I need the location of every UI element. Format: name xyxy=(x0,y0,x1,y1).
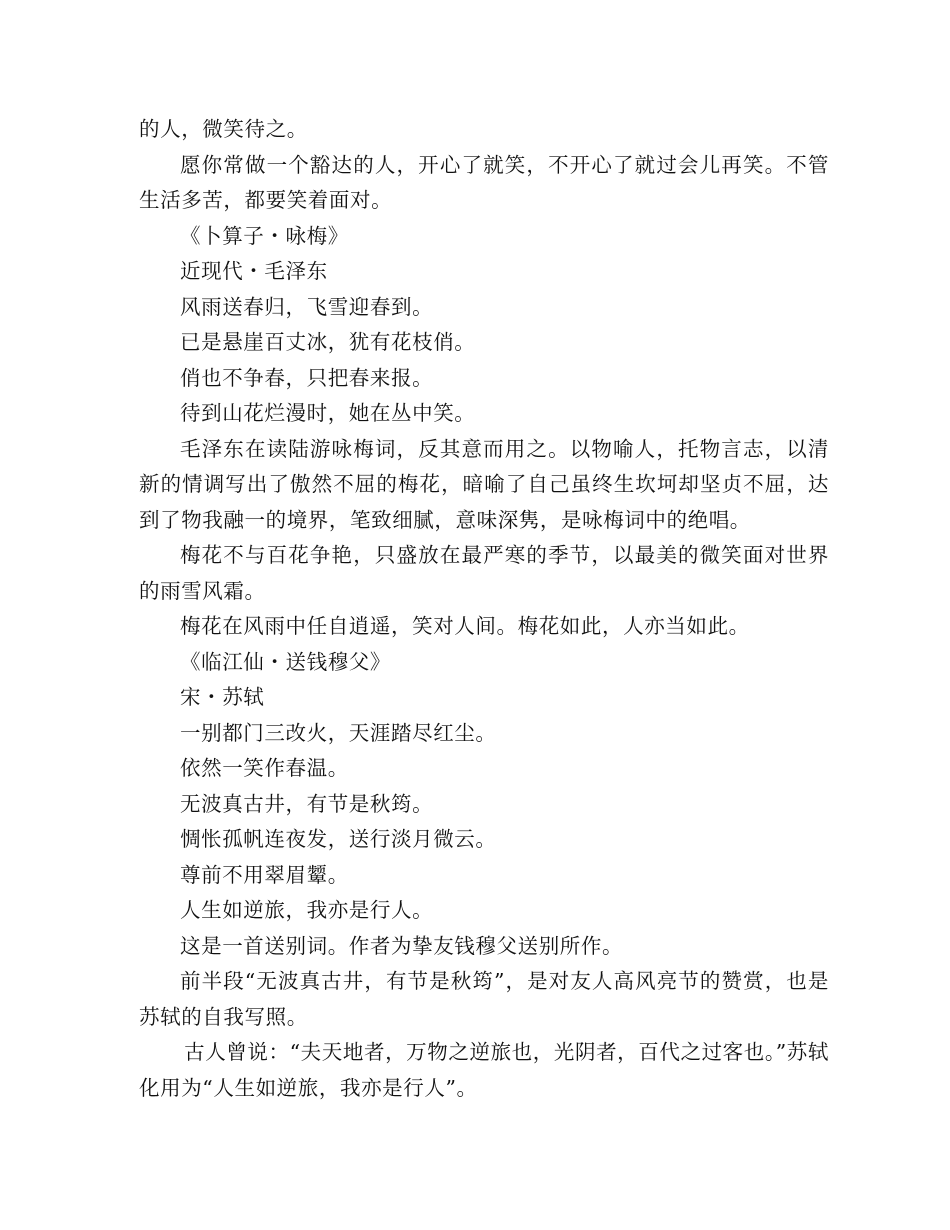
poem-line: 无波真古井，有节是秋筠。 xyxy=(180,791,434,816)
paragraph: 梅花在风雨中任自逍遥，笑对人间。梅花如此，人亦当如此。 xyxy=(180,614,750,638)
paragraph: 前半段“无波真古井，有节是秋筠”，是对友人高风亮节的赞赏，也是苏轼的自我写照。 xyxy=(139,969,829,1029)
poem-line: 人生如逆旅，我亦是行人。 xyxy=(180,898,434,922)
poem-line: 已是悬崖百丈冰，犹有花枝俏。 xyxy=(180,330,476,354)
poem-line: 风雨送春归，飞雪迎春到。 xyxy=(180,294,434,319)
poem-line: 一别都门三改火，天涯踏尽红尘。 xyxy=(180,720,497,745)
poem-line: 惆怅孤帆连夜发，送行淡月微云。 xyxy=(180,827,497,851)
poem-title: 《临江仙・送钱穆父》 xyxy=(180,649,391,674)
document-body xyxy=(139,112,829,1106)
poem-line: 依然一笑作春温。 xyxy=(180,756,349,780)
paragraph: 这是一首送别词。作者为挚友钱穆父送别所作。 xyxy=(180,933,624,958)
poem-line: 俏也不争春，只把春来报。 xyxy=(180,365,434,390)
poem-line: 尊前不用翠眉颦。 xyxy=(180,862,349,887)
paragraph: 毛泽东在读陆游咏梅词，反其意而用之。以物喻人，托物言志，以清新的情调写出了傲然不屈的梅花，暗喻了自己虽终生坎坷却坚贞不屈，达到了物我融一的境界，笔致细腻，意味深隽，是咏梅词中的绝唱。 xyxy=(139,436,829,532)
poem-title: 《卜算子・咏梅》 xyxy=(180,223,349,248)
paragraph-continuation: 的人，微笑待之。 xyxy=(139,117,308,141)
paragraph: 梅花不与百花争艳，只盛放在最严寒的季节，以最美的微笑面对世界的雨雪风霜。 xyxy=(139,543,829,603)
poem-author: 近现代・毛泽东 xyxy=(180,259,328,283)
poem-author: 宋・苏轼 xyxy=(180,685,265,709)
poem-line: 待到山花烂漫时，她在丛中笑。 xyxy=(180,401,476,425)
paragraph: 古人曾说：“夫天地者，万物之逆旅也，光阴者，百代之过客也。”苏轼化用为“人生如逆旅，我亦是行人”。 xyxy=(139,1040,830,1100)
paragraph: 愿你常做一个豁达的人，开心了就笑，不开心了就过会儿再笑。不管生活多苦，都要笑着面对。 xyxy=(139,152,829,212)
